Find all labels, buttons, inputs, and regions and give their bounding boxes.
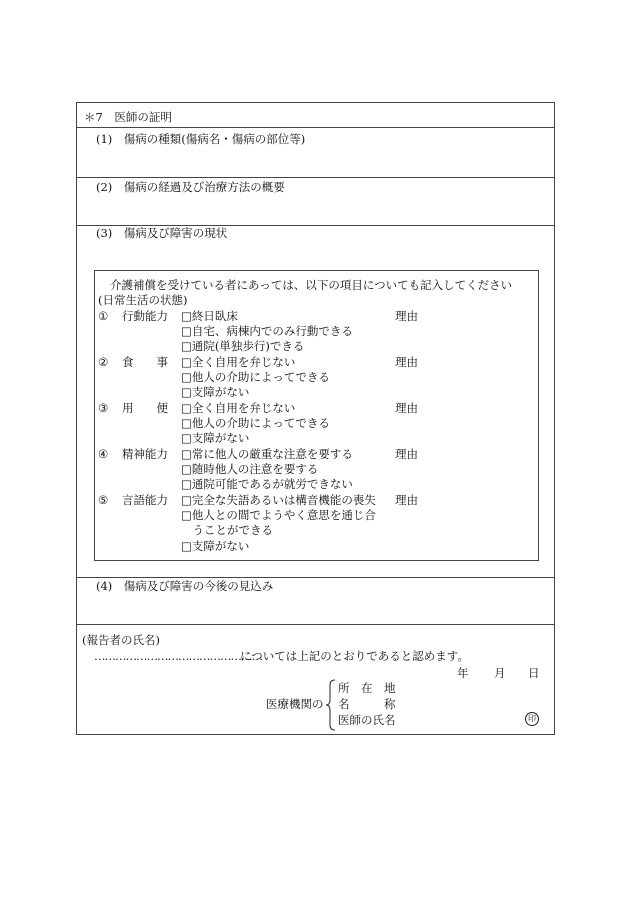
divider: [77, 127, 554, 128]
item-3-option-3[interactable]: □支障がない: [181, 431, 250, 445]
item-4-option-1[interactable]: □常に他人の厳重な注意を要する: [181, 447, 353, 461]
item-1-label: 行動能力: [122, 309, 168, 323]
form-title: ＊7 医師の証明: [84, 110, 172, 124]
item-5-option-1[interactable]: □完全な失語あるいは構音機能の喪失: [181, 493, 376, 507]
item-3-option-2[interactable]: □他人の介助によってできる: [181, 416, 330, 430]
section-2-label: (2) 傷病の経過及び治療方法の概要: [96, 180, 285, 194]
item-3-reason-label: 理由: [395, 401, 418, 415]
item-4-reason-label: 理由: [395, 447, 418, 461]
field-name: 名 称: [338, 697, 396, 711]
item-2-option-3[interactable]: □支障がない: [181, 385, 250, 399]
date-month: 月: [494, 666, 506, 680]
divider: [77, 577, 554, 578]
item-5-option-2-cont: うことができる: [181, 523, 273, 537]
brace-icon: [326, 679, 336, 731]
item-4-option-2[interactable]: □随時他人の注意を要する: [181, 462, 319, 476]
item-1-option-1[interactable]: □終日臥床: [181, 309, 238, 323]
item-4-label: 精神能力: [122, 447, 168, 461]
item-4-number: ④: [98, 447, 109, 461]
institution-label: 医療機関の: [266, 697, 324, 711]
item-2-label: 食 事: [122, 355, 168, 369]
section-1-label: (1) 傷病の種類(傷病名・傷病の部位等): [96, 132, 306, 146]
section-4-label: (4) 傷病及び障害の今後の見込み: [96, 579, 274, 593]
date-day: 日: [528, 666, 540, 680]
care-subtitle: (日常生活の状態): [98, 293, 188, 307]
item-3-label: 用 便: [122, 401, 168, 415]
item-2-option-1[interactable]: □全く自用を弁じない: [181, 355, 296, 369]
item-5-number: ⑤: [98, 493, 109, 507]
item-1-number: ①: [98, 309, 109, 323]
section-3-label: (3) 傷病及び障害の現状: [96, 226, 228, 240]
item-2-number: ②: [98, 355, 109, 369]
item-2-reason-label: 理由: [395, 355, 418, 369]
item-5-reason-label: 理由: [395, 493, 418, 507]
field-doctor-name: 医師の氏名: [338, 713, 396, 727]
item-3-option-1[interactable]: □全く自用を弁じない: [181, 401, 296, 415]
reporter-label: (報告者の氏名): [82, 633, 160, 647]
item-1-option-2[interactable]: □自宅、病棟内でのみ行動できる: [181, 324, 353, 338]
item-1-option-3[interactable]: □通院(単独歩行)できる: [181, 339, 305, 353]
item-5-option-3[interactable]: □支障がない: [181, 539, 250, 553]
item-3-number: ③: [98, 401, 109, 415]
care-note: 介護補償を受けている者にあっては、以下の項目についても記入してください: [110, 278, 513, 292]
item-4-option-3[interactable]: □通院可能であるが就労できない: [181, 477, 353, 491]
item-2-option-2[interactable]: □他人の介助によってできる: [181, 370, 330, 384]
item-5-label: 言語能力: [122, 493, 168, 507]
certify-text: については上記のとおりであると認めます。: [240, 649, 469, 663]
item-5-option-2[interactable]: □他人との間でようやく意思を通じ合: [181, 508, 376, 522]
doctor-certificate-form: [76, 102, 555, 735]
seal-icon: 印: [525, 712, 539, 726]
reporter-name-line[interactable]: …………………………………………: [94, 649, 262, 663]
divider: [77, 624, 554, 625]
field-address: 所 在 地: [338, 681, 396, 695]
date-year: 年: [457, 666, 469, 680]
item-1-reason-label: 理由: [395, 309, 418, 323]
divider: [77, 177, 554, 178]
